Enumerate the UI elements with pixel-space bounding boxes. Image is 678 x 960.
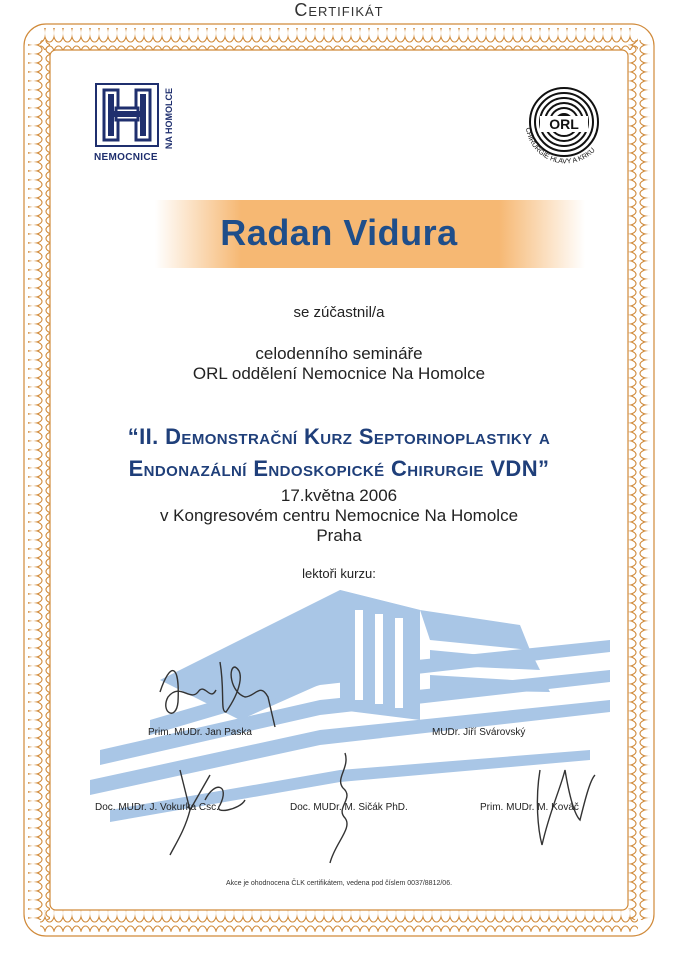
event-city: Praha [316,526,362,545]
lecturers-label: lektoři kurzu: [302,566,376,581]
event-date: 17.května 2006 [280,486,398,505]
signatory-sicak: Doc. MUDr. M. Sičák PhD. [290,802,408,813]
signatory-vokurka: Doc. MUDr. J. Vokurka Csc. [95,802,219,813]
event-venue: v Kongresovém centru Nemocnice Na Homolce [159,506,519,525]
seminar-line-1: celodenního semináře [255,344,423,363]
signatory-paska: Prim. MUDr. Jan Paska [148,727,252,738]
signatory-kovac: Prim. MUDr. M. Kováč [480,802,579,813]
course-title-line-2: Endonazální Endoskopické Chirurgie VDN” [128,456,550,481]
orl-logo-label: ORL [549,116,579,132]
orl-logo-ring-text: CHIRURGIE HLAVY A KRKU [523,127,597,166]
signatory-svarovsky: MUDr. Jiří Svárovský [432,727,526,738]
certificate-title: Certifikát [294,0,384,20]
orl-logo [502,78,612,188]
hospital-logo-label: NEMOCNICE [94,152,158,163]
hospital-logo-side-label: NA HOMOLCE [164,88,174,150]
participated-label: se zúčastnil/a [293,304,385,321]
recipient-name: Radan Vidura [220,212,458,253]
course-title-line-1: “II. Demonstrační Kurz Septorinoplastiky a [127,424,551,449]
signature-paska [150,652,280,732]
seminar-line-2: ORL oddělení Nemocnice Na Homolce [192,364,486,383]
accreditation-footnote: Akce je ohodnocena ČLK certifikátem, vedena pod číslem 0037/8812/06. [225,880,453,887]
